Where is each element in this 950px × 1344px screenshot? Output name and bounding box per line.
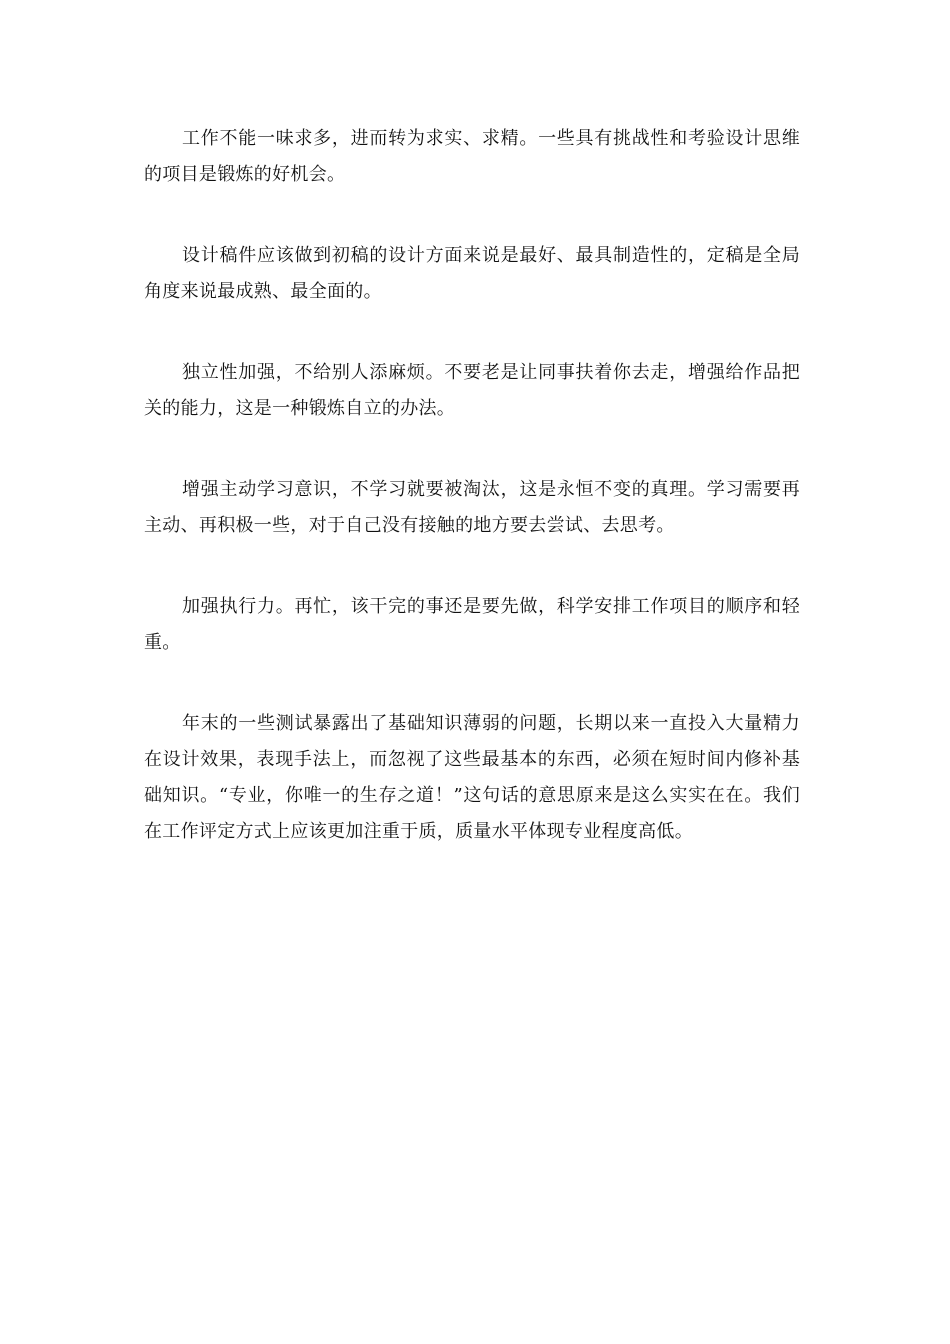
paragraph-4: 增强主动学习意识，不学习就要被淘汰，这是永恒不变的真理。学习需要再主动、再积极一些，对于自己没有接触的地方要去尝试、去思考。 <box>144 479 800 536</box>
document-body <box>144 121 800 895</box>
paragraph-3: 独立性加强，不给别人添麻烦。不要老是让同事扶着你去走，增强给作品把关的能力，这是一种锻炼自立的办法。 <box>144 362 800 419</box>
paragraph-2: 设计稿件应该做到初稿的设计方面来说是最好、最具制造性的，定稿是全局角度来说最成熟、最全面的。 <box>144 245 800 302</box>
paragraph-1: 工作不能一味求多，进而转为求实、求精。一些具有挑战性和考验设计思维的项目是锻炼的好机会。 <box>144 128 800 185</box>
paragraph-6: 年末的一些测试暴露出了基础知识薄弱的问题，长期以来一直投入大量精力在设计效果，表现手法上，而忽视了这些最基本的东西，必须在短时间内修补基础知识。“专业，你唯一的生存之道！”这句话的意思原来是这么实实在在。我们在工作评定方式上应该更加注重于质，质量水平体现专业程度高低。 <box>144 713 800 842</box>
paragraph-5: 加强执行力。再忙，该干完的事还是要先做，科学安排工作项目的顺序和轻重。 <box>144 596 800 653</box>
